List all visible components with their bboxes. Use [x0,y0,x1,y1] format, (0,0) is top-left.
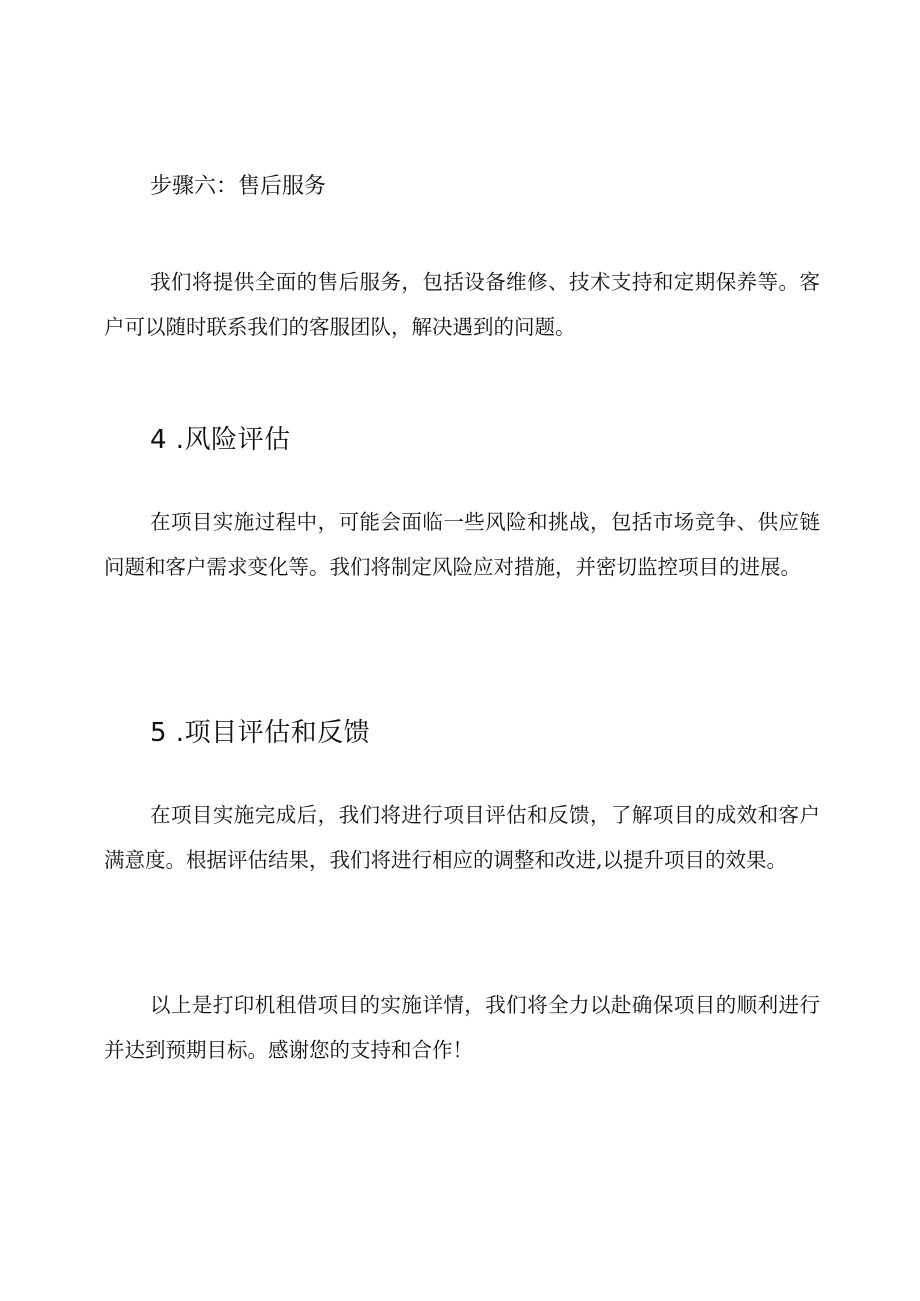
closing-paragraph: 以上是打印机租借项目的实施详情，我们将全力以赴确保项目的顺利进行并达到预期目标。感谢您的支持和合作！ [104,993,820,1062]
risk-assessment-paragraph: 在项目实施过程中，可能会面临一些风险和挑战，包括市场竞争、供应链问题和客户需求变化等。我们将制定风险应对措施，并密切监控项目的进展。 [104,510,820,579]
risk-assessment-heading: 4 .风险评估 [150,425,291,455]
project-feedback-paragraph: 在项目实施完成后，我们将进行项目评估和反馈，了解项目的成效和客户满意度。根据评估结果，我们将进行相应的调整和改进,以提升项目的效果。 [104,803,820,872]
after-sales-service-paragraph: 我们将提供全面的售后服务，包括设备维修、技术支持和定期保养等。客户可以随时联系我们的客服团队，解决遇到的问题。 [104,270,820,339]
project-feedback-heading: 5 .项目评估和反馈 [150,718,371,748]
step-six-heading: 步骤六：售后服务 [150,174,327,199]
